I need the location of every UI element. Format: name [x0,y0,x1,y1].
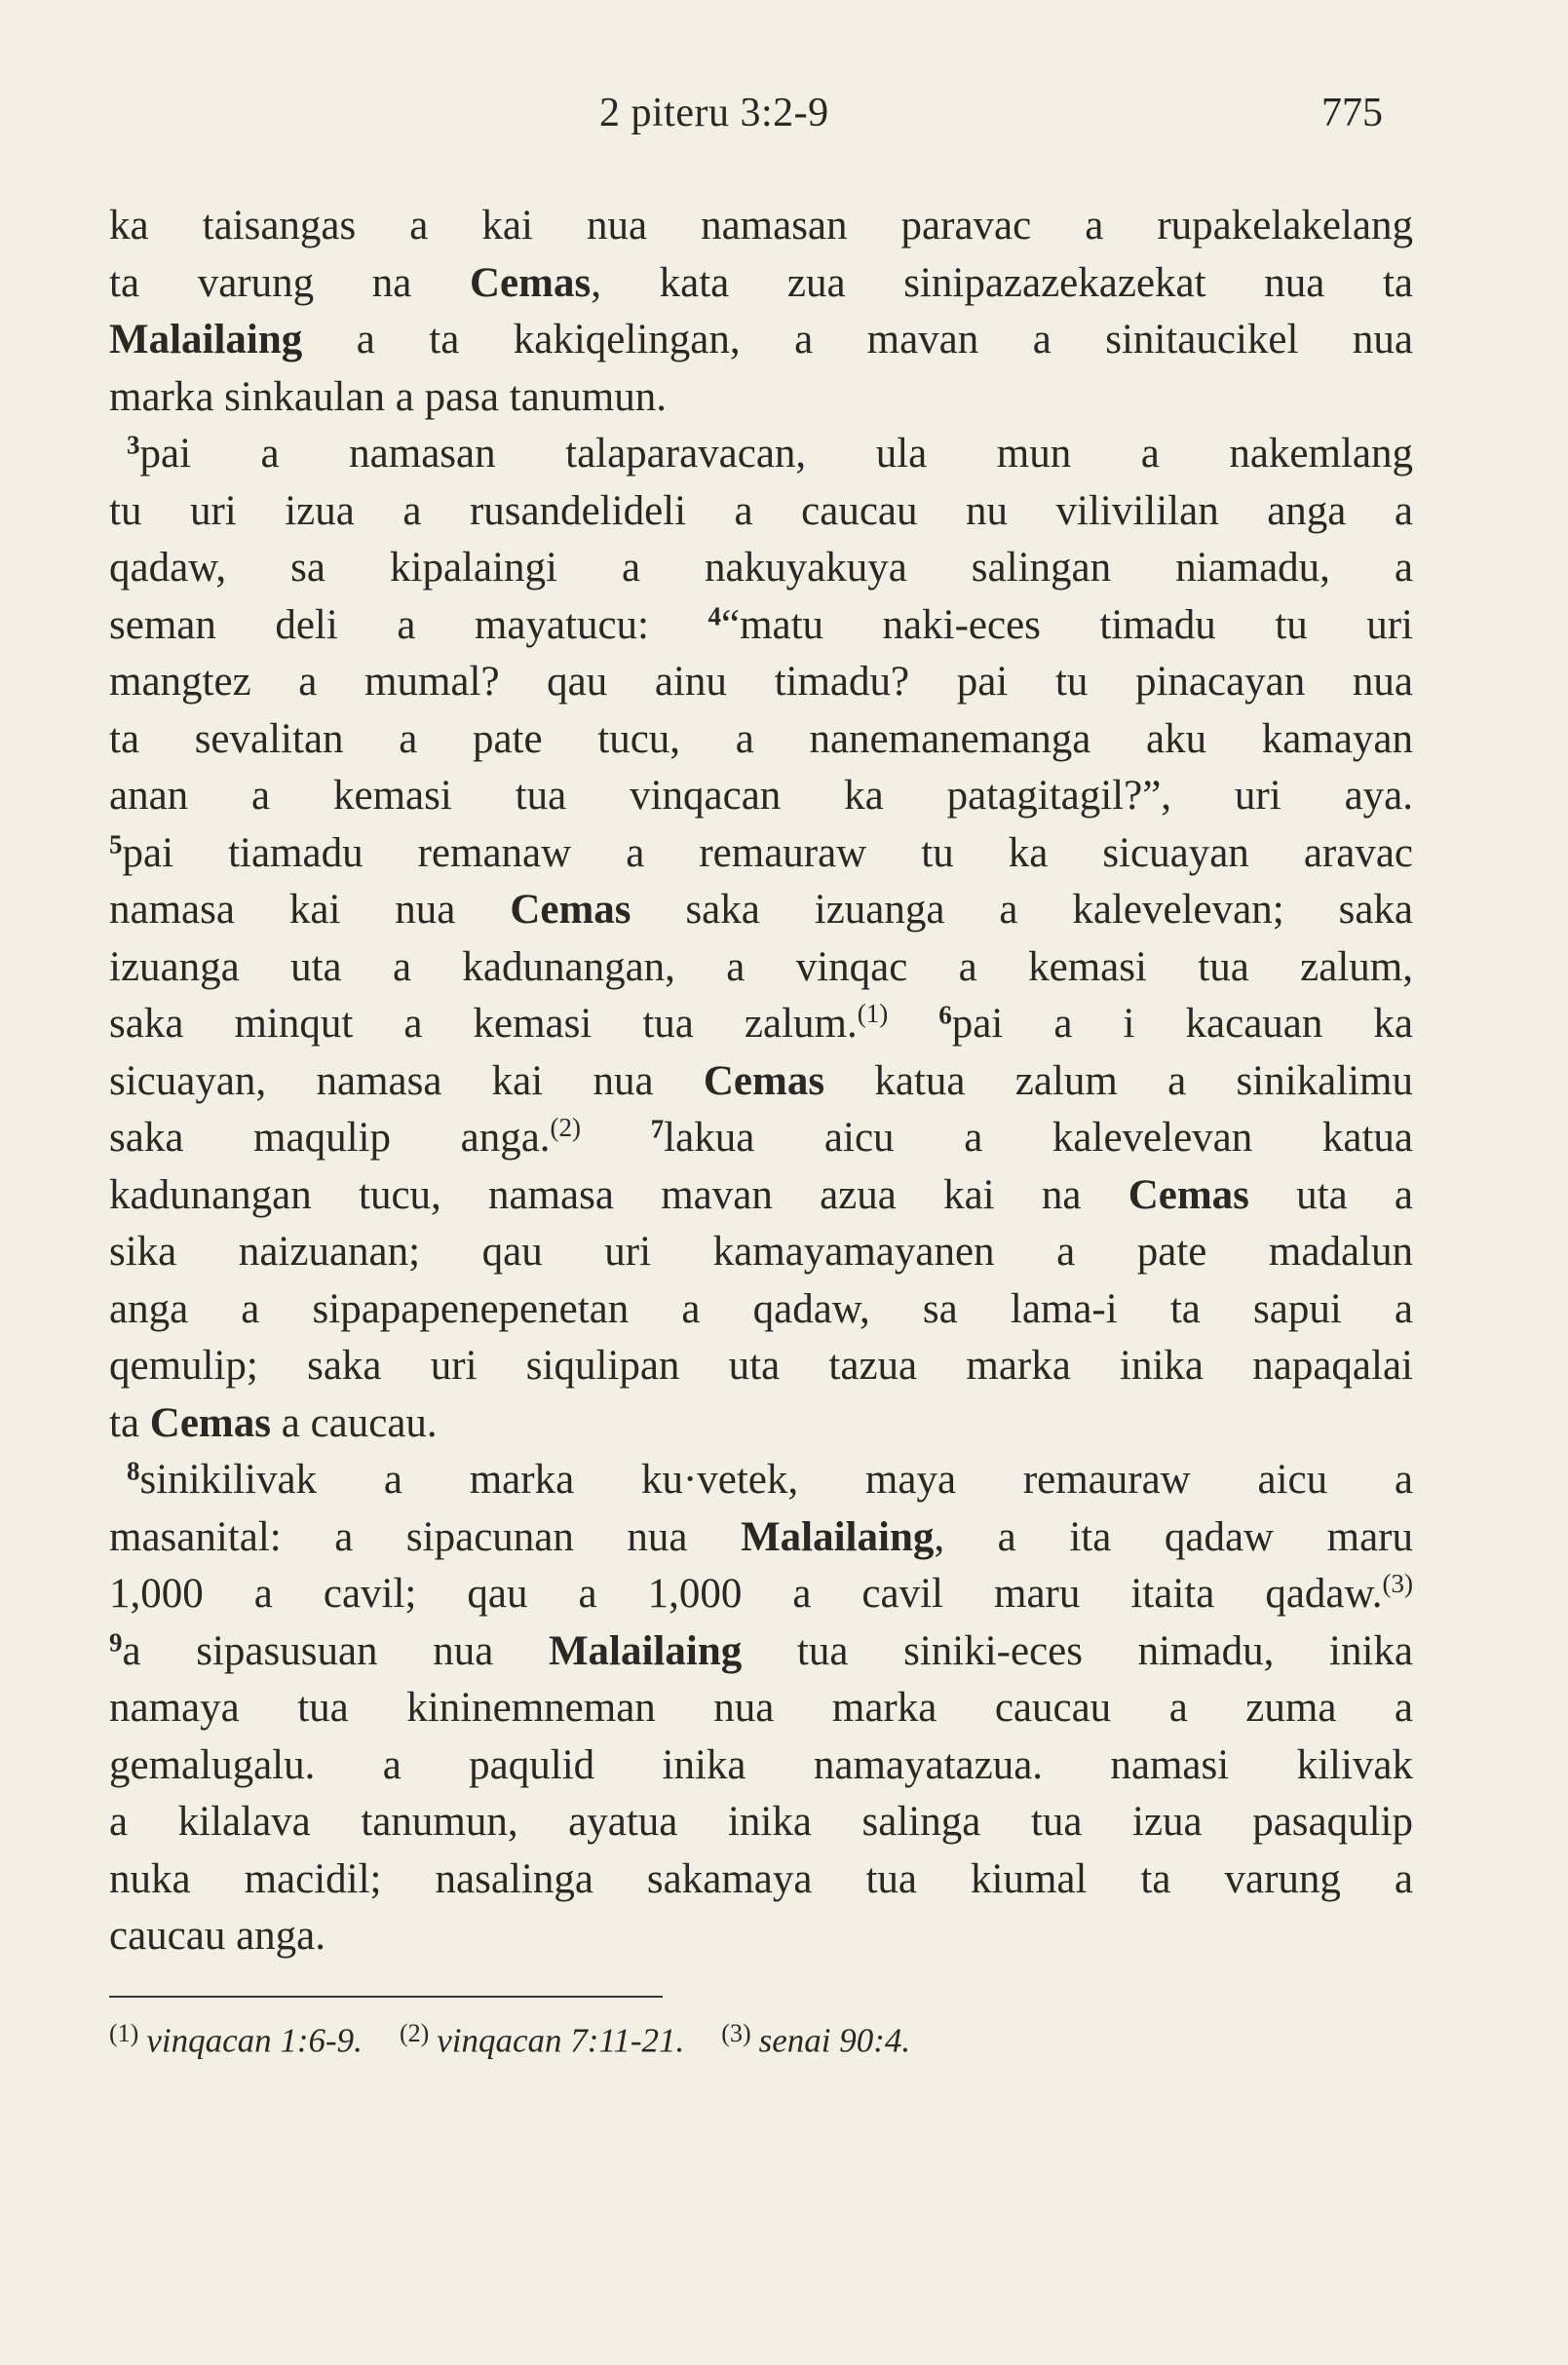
verse-number: 9 [109,1627,123,1657]
text-run: kadunangan tucu, namasa mavan azua kai na [109,1171,1128,1218]
text-run: pai a i kacauan ka [951,1001,1414,1047]
text-line [109,996,1413,1053]
text-run: caucau anga. [109,1913,326,1959]
text-run: marka sinkaulan a pasa tanumun. [109,373,667,420]
text-line [109,1452,1413,1509]
text-run: katua zalum a sinikalimu [824,1057,1413,1104]
scripture-text [109,198,1413,1965]
text-run: tu uri izua a rusandelideli a caucau nu vilivililan anga a [109,487,1413,534]
text-line [109,426,1413,483]
text-run: a sipasusuan nua [122,1627,549,1674]
text-line [109,939,1413,997]
verse-number: 8 [127,1456,140,1486]
footnote-citation: vinqacan 7:11-21. [437,2021,685,2060]
text-line [109,1851,1413,1909]
text-line [109,768,1413,825]
text-run: qemulip; saka uri siqulipan uta tazua marka inika napaqalai [109,1343,1413,1389]
text-run: pai a namasan talaparavacan, ula mun a nakemlang [139,431,1413,477]
text-run: seman deli a mayatucu: [109,601,708,648]
footnote-mark: (2) [399,2019,430,2047]
text-line [109,198,1413,255]
text-run: ka taisangas a kai nua namasan paravac a rupakelakelang [109,203,1413,248]
text-run: “matu naki-eces timadu tu uri [720,601,1413,648]
footnote [109,2011,363,2063]
text-run: masanital: a sipacunan nua [109,1513,742,1560]
text-line [109,1509,1413,1567]
footnote-mark: (1) [109,2019,139,2047]
text-run: saka minqut a kemasi tua zalum. [109,1001,858,1047]
text-line [109,1566,1413,1623]
text-run: izuanga uta a kadunangan, a vinqac a kemasi tua zalum, [109,943,1413,990]
text-line [109,1053,1413,1111]
verse-number: 7 [650,1114,665,1144]
text-run: saka maqulip anga. [109,1115,551,1161]
text-line [109,1110,1413,1167]
text-line [109,1224,1413,1281]
text-run: anan a kemasi tua vinqacan ka patagitagil?”, uri aya. [109,773,1413,819]
text-line [109,654,1413,711]
text-run: tua siniki-eces nimadu, inika [742,1627,1413,1674]
text-run: , a ita qadaw maru [934,1513,1413,1560]
text-line [109,483,1413,541]
text-line [109,1623,1413,1681]
text-run [581,1115,651,1161]
bold-name: Malailaing [109,317,303,362]
text-run: pai tiamadu remanaw a remauraw tu ka sicuayan aravac [122,829,1413,876]
text-run: nuka macidil; nasalinga sakamaya tua kiumal ta varung a [109,1855,1413,1902]
text-run: sika naizuanan; qau uri kamayamayanen a pate madalun [109,1229,1413,1275]
text-line [109,1737,1413,1795]
text-run: anga a sipapapenepenetan a qadaw, sa lama-i ta sapui a [109,1285,1413,1332]
text-line [109,312,1413,369]
page-number: 775 [1321,91,1383,135]
text-line [109,711,1413,769]
verse-number: 5 [109,829,123,858]
text-run: mangtez a mumal? qau ainu timadu? pai tu pinacayan nua [109,659,1413,705]
footnote-divider [109,1996,663,1998]
text-run: uta a [1248,1171,1413,1218]
text-run: ta [109,1399,150,1446]
footnote-citation: senai 90:4. [758,2021,911,2060]
verse-number: 3 [127,430,140,460]
bold-name: Malailaing [548,1627,743,1674]
book-chapter-heading: 2 piteru 3:2-9 [599,91,829,135]
text-line [109,597,1413,655]
text-line [109,1680,1413,1737]
bold-name: Cemas [1128,1171,1249,1218]
text-line [109,1281,1413,1339]
text-run: qadaw, sa kipalaingi a nakuyakuya salingan niamadu, a [109,545,1413,591]
footnote [400,2011,684,2063]
text-run: ta varung na [109,259,470,306]
text-run: namasa kai nua [109,887,511,933]
text-run [888,1001,938,1047]
footnote [721,2011,910,2063]
text-line [109,1167,1413,1225]
text-line [109,255,1413,313]
footnote-reference: (1) [857,999,889,1029]
footnote-reference: (2) [550,1113,582,1143]
text-run: sicuayan, namasa kai nua [109,1057,704,1104]
bold-name: Cemas [149,1399,271,1446]
text-run: a kilalava tanumun, ayatua inika salinga tua izua pasaqulip [109,1799,1413,1845]
footnote-reference: (3) [1382,1569,1413,1599]
text-line [109,882,1413,939]
text-run: a ta kakiqelingan, a mavan a sinitaucikel nua [302,317,1413,362]
verse-number: 6 [938,1000,952,1030]
text-run: saka izuanga a kalevelevan; saka [631,887,1413,933]
footnote-mark: (3) [721,2019,751,2047]
bold-name: Cemas [703,1057,825,1104]
text-run: ta sevalitan a pate tucu, a nanemanemanga aku kamayan [109,715,1413,762]
text-run: 1,000 a cavil; qau a 1,000 a cavil maru itaita qadaw. [109,1571,1383,1617]
text-run: gemalugalu. a paqulid inika namayatazua. namasi kilivak [109,1741,1413,1788]
verse-number: 4 [708,601,721,630]
text-run: namaya tua kininemneman nua marka caucau a zuma a [109,1685,1413,1731]
footnotes [109,2011,1413,2063]
bold-name: Malailaing [741,1513,935,1560]
bold-name: Cemas [470,259,592,306]
text-line [109,369,1413,427]
footnote-citation: vinqacan 1:6-9. [146,2021,363,2060]
text-run: lakua aicu a kalevelevan katua [664,1115,1413,1161]
bold-name: Cemas [510,887,631,933]
text-line [109,1338,1413,1395]
text-line [109,825,1413,883]
running-head [0,90,1568,148]
text-run: a caucau. [271,1399,438,1446]
text-line [109,1908,1413,1965]
text-line [109,1794,1413,1851]
text-run: sinikilivak a marka ku·vetek, maya remauraw aicu a [139,1457,1413,1503]
text-line [109,540,1413,597]
text-line [109,1395,1413,1453]
text-run: , kata zua sinipazazekazekat nua ta [591,259,1413,306]
